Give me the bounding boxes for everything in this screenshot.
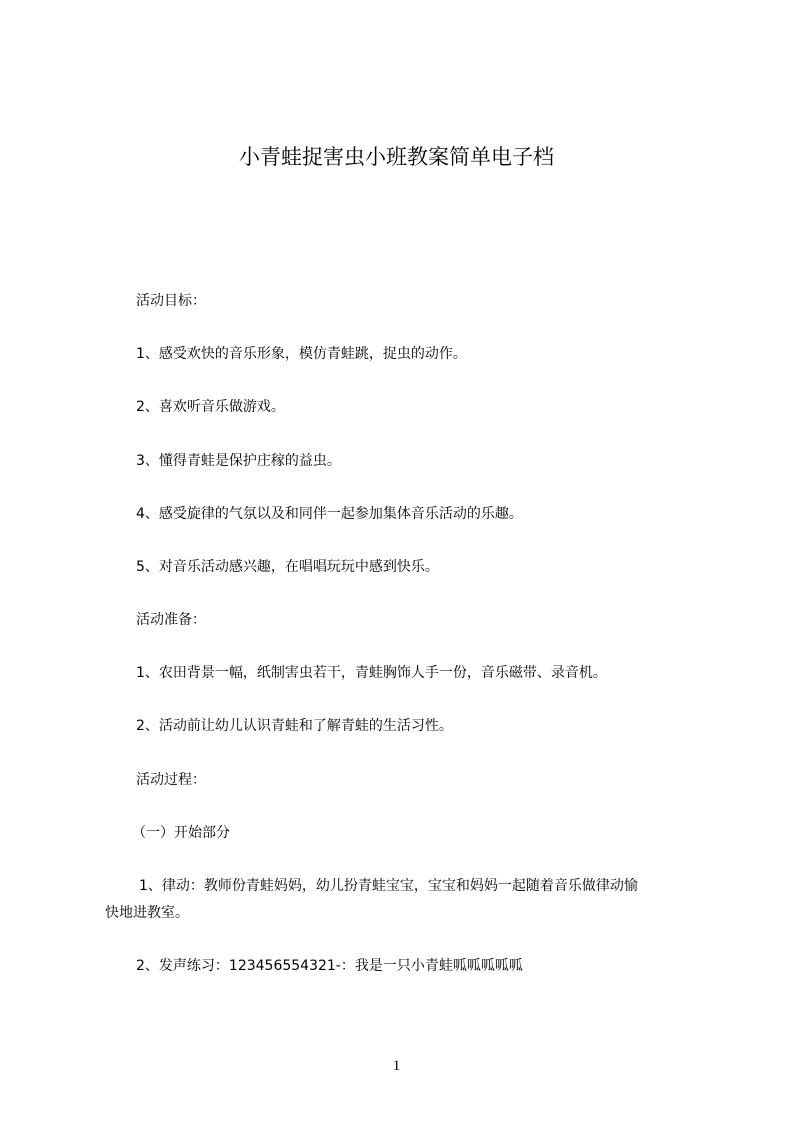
paragraph-continuation: 快地进教室。 bbox=[105, 905, 189, 921]
page-number: 1 bbox=[392, 1058, 401, 1074]
paragraph: 4、感受旋律的气氛以及和同伴一起参加集体音乐活动的乐趣。 bbox=[136, 506, 523, 522]
paragraph: 1、律动：教师份青蛙妈妈，幼儿扮青蛙宝宝，宝宝和妈妈一起随着音乐做律动愉 bbox=[139, 878, 638, 894]
section-heading-preparation: 活动准备： bbox=[136, 612, 206, 628]
subsection-heading: （一）开始部分 bbox=[132, 825, 230, 841]
paragraph: 5、对音乐活动感兴趣，在唱唱玩玩中感到快乐。 bbox=[136, 559, 439, 575]
paragraph: 3、懂得青蛙是保护庄稼的益虫。 bbox=[136, 453, 341, 469]
paragraph: 2、活动前让幼儿认识青蛙和了解青蛙的生活习性。 bbox=[136, 718, 453, 734]
section-heading-objectives: 活动目标： bbox=[136, 293, 206, 309]
document-title: 小青蛙捉害虫小班教案简单电子档 bbox=[239, 145, 554, 169]
paragraph: 2、发声练习：123456554321-：我是一只小青蛙呱呱呱呱呱 bbox=[136, 958, 523, 974]
section-heading-process: 活动过程： bbox=[136, 772, 206, 788]
paragraph: 2、喜欢听音乐做游戏。 bbox=[136, 399, 285, 415]
paragraph: 1、感受欢快的音乐形象，模仿青蛙跳，捉虫的动作。 bbox=[136, 346, 467, 362]
paragraph: 1、农田背景一幅，纸制害虫若干，青蛙胸饰人手一份，音乐磁带、录音机。 bbox=[136, 665, 607, 681]
